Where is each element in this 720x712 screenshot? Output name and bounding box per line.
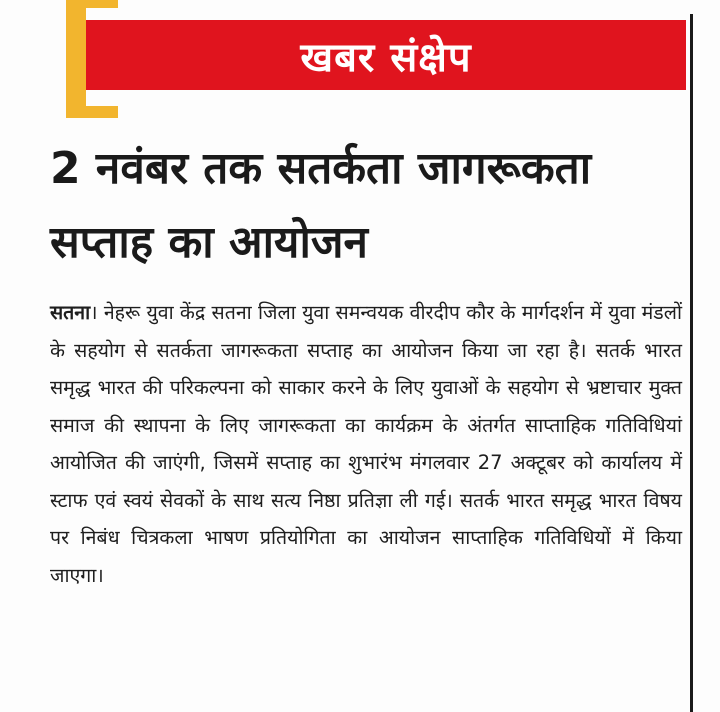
accent-bracket-bar xyxy=(66,0,86,118)
article-body xyxy=(50,294,682,594)
accent-bracket-bottom xyxy=(66,106,118,118)
article-dateline: सतना xyxy=(50,301,91,324)
column-divider xyxy=(690,14,693,712)
section-banner xyxy=(86,20,686,90)
section-title: खबर संक्षेप xyxy=(300,34,472,81)
article-headline: 2 नवंबर तक सतर्कता जागरूकता सप्ताह का आयोजन xyxy=(50,143,592,268)
accent-bracket-top xyxy=(66,0,118,8)
article-body-text: । नेहरू युवा केंद्र सतना जिला युवा समन्वयक वीरदीप कौर के मार्गदर्शन में युवा मंडलों के सहयोग से सतर्कता जागरूकता सप्ताह का आयोजन किया जा रहा है। सतर्क भारत समृद्ध भारत की परिकल्पना को साकार करने के लिए युवाओं के सहयोग से भ्रष्टाचार मुक्त समाज की स्थापना के लिए जागरूकता का कार्यक्रम के अंतर्गत साप्ताहिक गतिविधियां आयोजित की जाएंगी, जिसमें सप्ताह का शुभारंभ मंगलवार 27 अक्टूबर को कार्यालय में स्टाफ एवं स्वयं सेवकों के साथ सत्य निष्ठा प्रतिज्ञा ली गई। सतर्क भारत समृद्ध भारत विषय पर निबंध चित्रकला भाषण प्रतियोगिता का आयोजन साप्ताहिक गतिविधियों में किया जाएगा। xyxy=(50,301,682,587)
